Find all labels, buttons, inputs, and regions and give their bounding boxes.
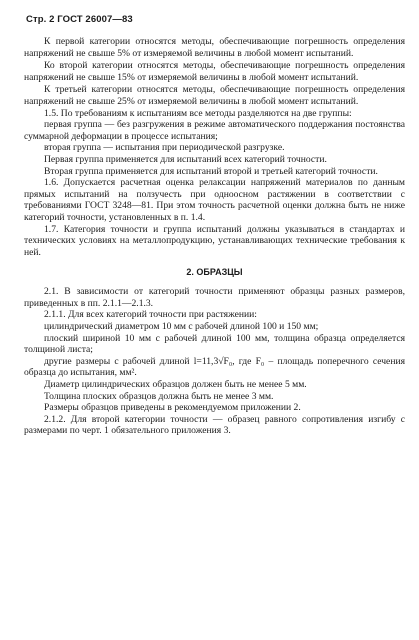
page-header: Стр. 2 ГОСТ 26007—83 [26, 14, 133, 25]
paragraph-group2: вторая группа — испытания при периодической разгрузке. [44, 142, 285, 154]
paragraph-other-sizes: другие размеры с рабочей длиной l=11,3√F₀, где F₀ – площадь поперечного сечения образца до испытания, мм². [24, 355, 405, 379]
paragraph-cat3: К третьей категории относятся методы, обеспечивающие погрешность определения напряжений не свыше 25% от измеряемой величины в любой момент испытаний. [24, 84, 405, 107]
paragraph-cat2: Ко второй категории относятся методы, обеспечивающие погрешность определения напряжений не свыше 15% от измеряемой величины в любой момент испытаний. [24, 60, 405, 83]
section-title: 2. ОБРАЗЦЫ [186, 267, 243, 278]
paragraph-cat1: К первой категории относятся методы, обеспечивающие погрешность определения напряжений не свыше 5% от измеряемой величины в любой момент испытаний. [24, 36, 405, 59]
paragraph-sizes-appendix: Размеры образцов приведены в рекомендуемом приложении 2. [44, 402, 301, 414]
paragraph-2-1-1: 2.1.1. Для всех категорий точности при растяжении: [44, 309, 257, 321]
paragraph-flat: плоский шириной 10 мм с рабочей длиной 100 мм, толщина образца определяется толщиной листа; [24, 332, 405, 356]
paragraph-diameter: Диаметр цилиндрических образцов должен быть не менее 5 мм. [44, 379, 307, 391]
paragraph-group1-usage: Первая группа применяется для испытаний всех категорий точности. [44, 153, 327, 165]
paragraph-thickness: Толщина плоских образцов должна быть не менее 3 мм. [44, 390, 274, 402]
paragraph-2-1-2: 2.1.2. Для второй категории точности — образец равного сопротивления изгибу с размерами по черт. 1 обязательного приложения 3. [24, 413, 405, 437]
paragraph-group1: первая группа — без разгружения в режиме автоматического поддержания постоянства суммарной деформации в процессе испытания; [24, 119, 405, 142]
paragraph-2-1: 2.1. В зависимости от категорий точности применяют образцы разных размеров, приведенных в пп. 2.1.1—2.1.3. [24, 286, 405, 309]
paragraph-1-5: 1.5. По требованиям к испытаниям все методы разделяются на две группы: [44, 107, 352, 119]
paragraph-1-7: 1.7. Категория точности и группа испытаний должны указываться в стандартах и технических условиях на металлопродукцию, устанавливающих технические требования к ней. [24, 223, 405, 258]
paragraph-1-6: 1.6. Допускается расчетная оценка релаксации напряжений материалов по данным прямых испытаний на ползучесть при одноосном растяжении в соответствии с требованиями ГОСТ 3248—81. При этом точность расчетной оценки должна быть не ниже категорий точности, установленных в п. 1.4. [24, 177, 405, 223]
paragraph-group2-usage: Вторая группа применяется для испытаний второй и третьей категорий точности. [44, 165, 378, 177]
paragraph-cylindrical: цилиндрический диаметром 10 мм с рабочей длиной 100 и 150 мм; [44, 321, 319, 333]
